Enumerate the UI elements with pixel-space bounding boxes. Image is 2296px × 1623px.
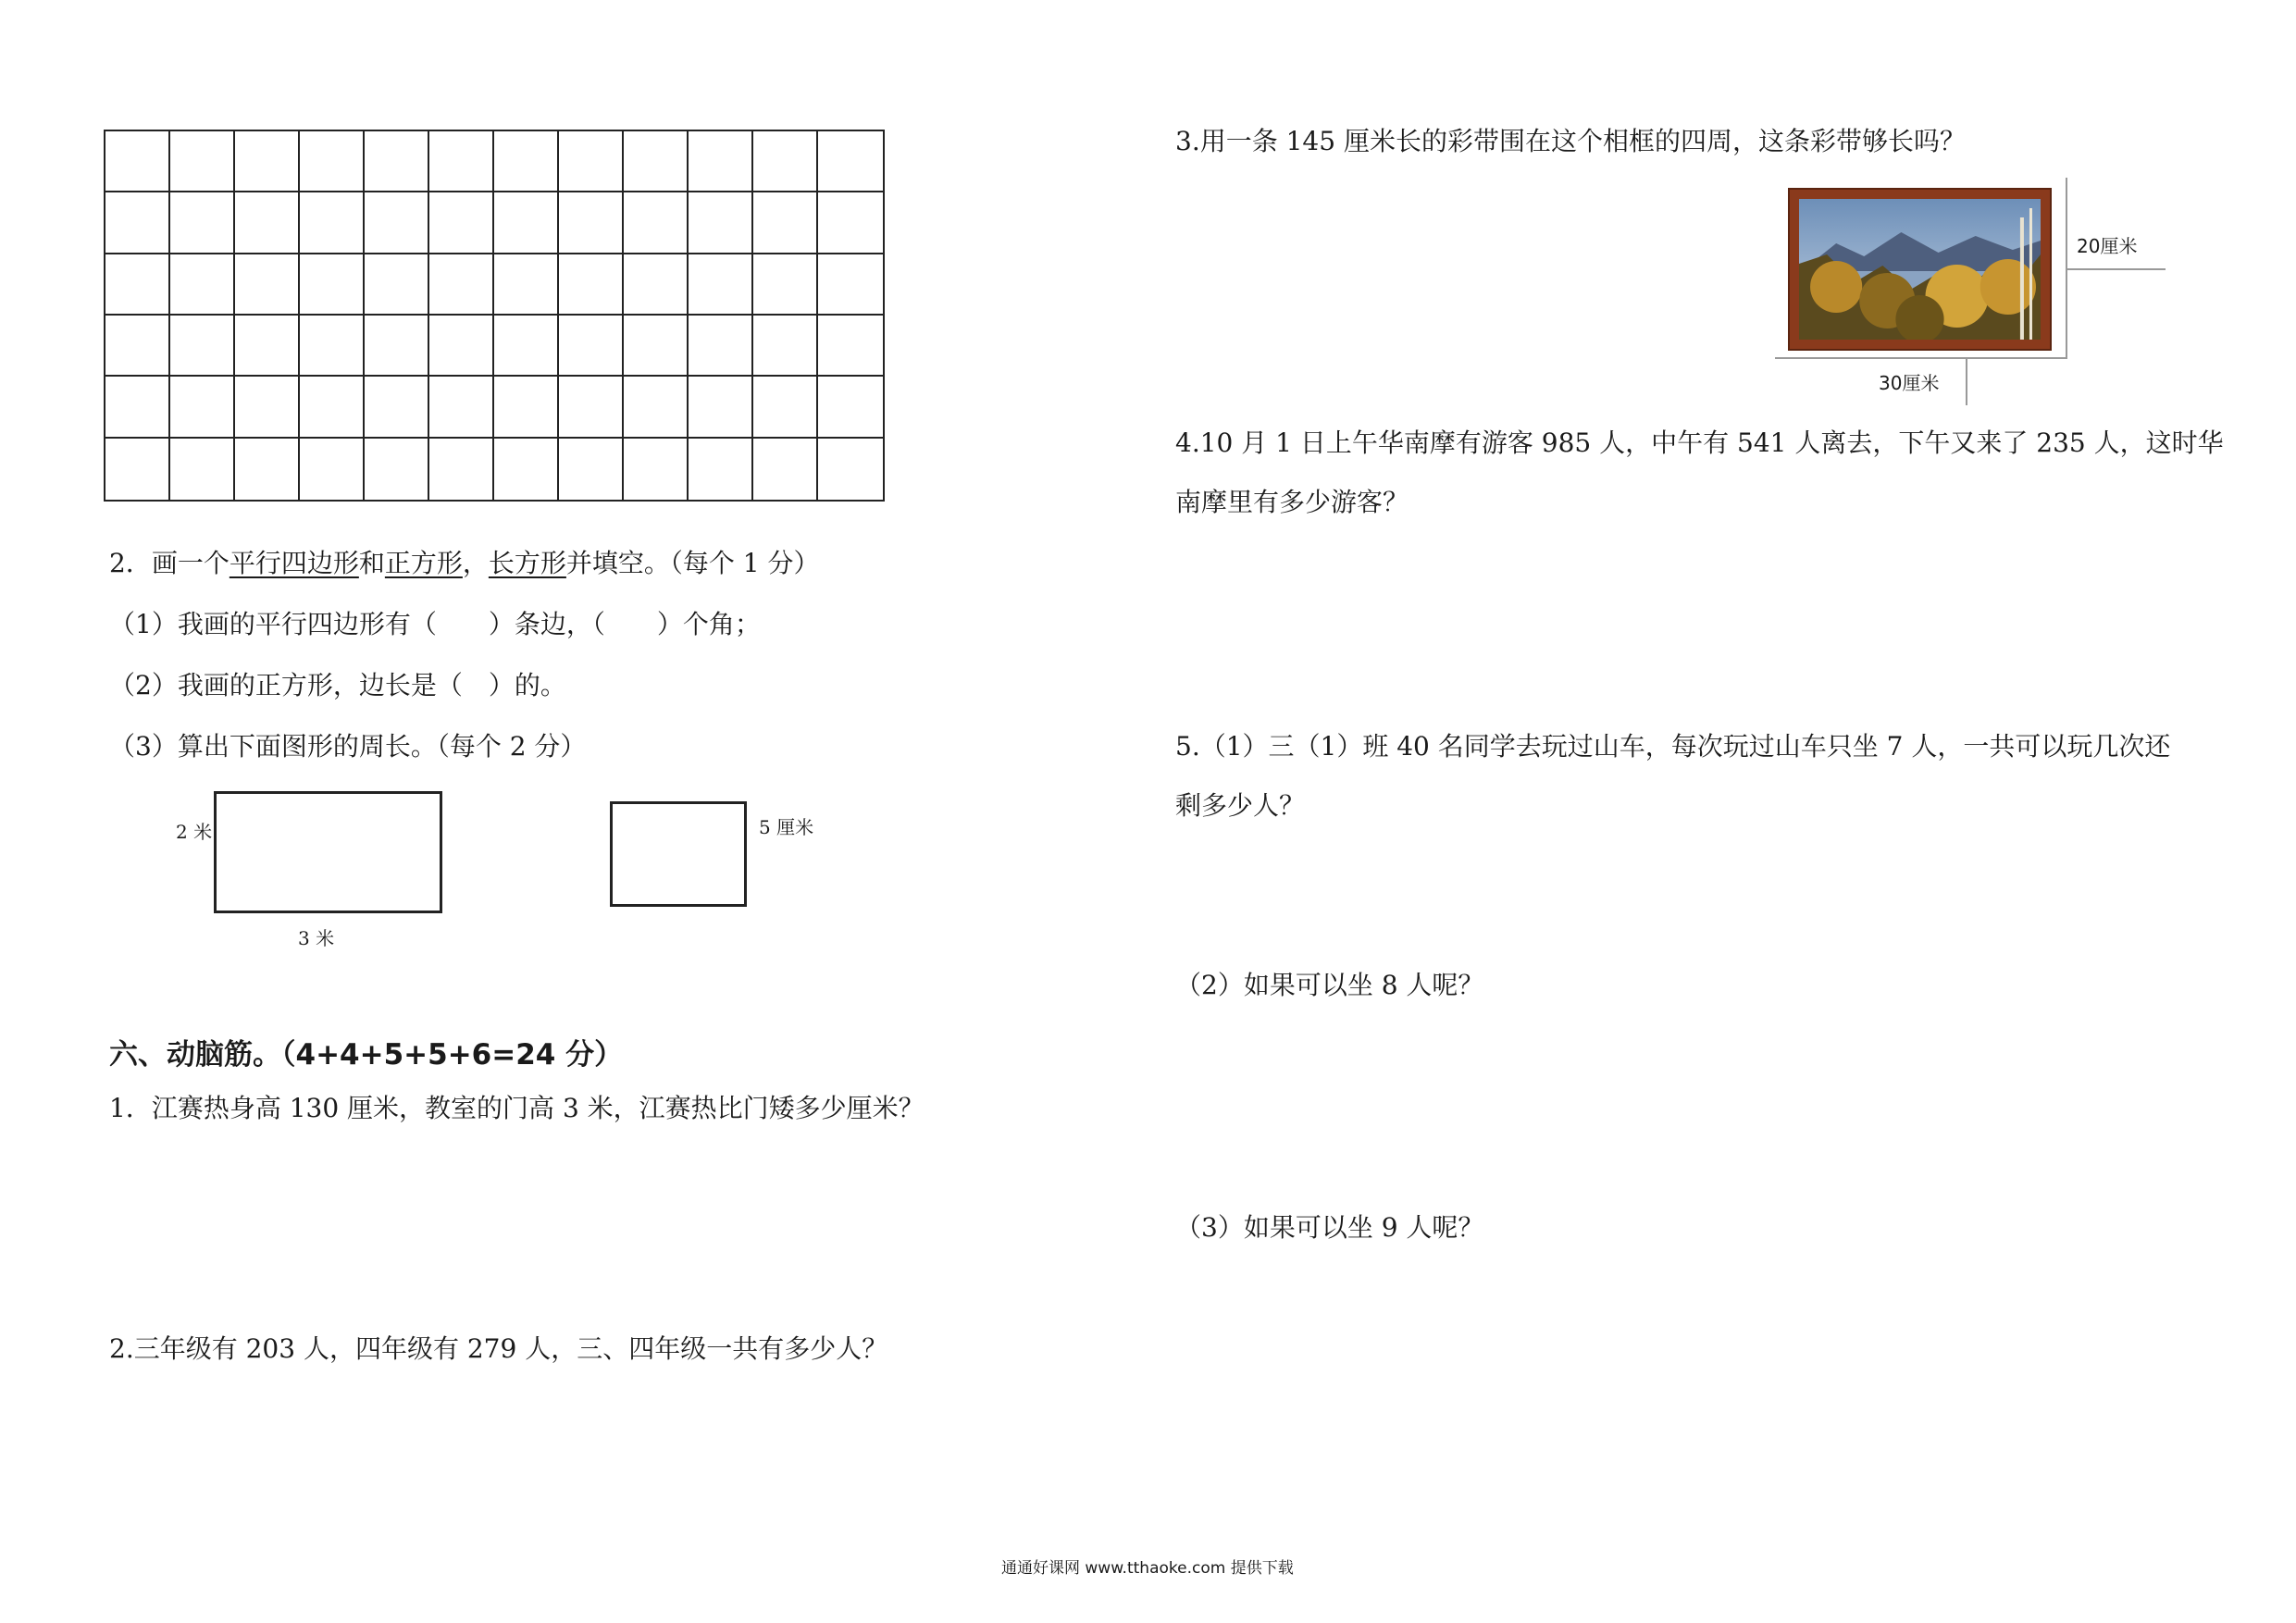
square-side-label: 5 厘米 — [759, 816, 814, 838]
grid-cell — [624, 316, 689, 377]
grid-cell — [170, 192, 235, 254]
grid-cell — [818, 377, 883, 438]
grid-cell — [559, 254, 624, 316]
grid-cell — [494, 254, 559, 316]
grid-cell — [300, 377, 365, 438]
landscape-photo — [1799, 199, 2041, 340]
section-6-question-2: 2.三年级有 203 人，四年级有 279 人，三、四年级一共有多少人？ — [109, 1333, 888, 1364]
grid-cell — [365, 316, 429, 377]
grid-cell — [559, 316, 624, 377]
grid-cell — [235, 131, 300, 192]
rectangle-figure — [214, 791, 442, 913]
grid-cell — [300, 254, 365, 316]
grid-cell — [105, 192, 170, 254]
grid-cell — [753, 316, 818, 377]
grid-cell — [689, 439, 753, 500]
height-dimension-tick — [2066, 268, 2166, 270]
grid-cell — [494, 439, 559, 500]
grid-cell — [624, 439, 689, 500]
question-5-line-1: 5.（1）三（1）班 40 名同学去玩过山车，每次玩过山车只坐 7 人，一共可以玩几次还 — [1175, 731, 2171, 762]
grid-cell — [624, 131, 689, 192]
grid-cell — [365, 439, 429, 500]
q2-prefix: 2．画一个 — [109, 548, 230, 578]
grid-cell — [624, 254, 689, 316]
q2-parallelogram: 平行四边形 — [229, 548, 359, 578]
grid-cell — [235, 316, 300, 377]
grid-cell — [689, 377, 753, 438]
grid-cell — [105, 131, 170, 192]
grid-cell — [105, 377, 170, 438]
grid-cell — [235, 254, 300, 316]
frame-width-label: 30厘米 — [1879, 372, 1940, 394]
question-4-line-1: 4.10 月 1 日上午华南摩有游客 985 人，中午有 541 人离去，下午又来了 235 人，这时华 — [1175, 427, 2224, 458]
grid-cell — [170, 254, 235, 316]
grid-cell — [753, 377, 818, 438]
grid-cell — [818, 316, 883, 377]
grid-cell — [753, 439, 818, 500]
grid-cell — [753, 192, 818, 254]
square-figure — [610, 801, 747, 907]
grid-cell — [429, 377, 494, 438]
width-dimension-line — [1775, 357, 2067, 359]
question-5-line-2: 剩多少人？ — [1175, 790, 1306, 821]
grid-cell — [300, 192, 365, 254]
rectangle-side-label: 2 米 — [176, 821, 213, 843]
grid-cell — [559, 131, 624, 192]
grid-cell — [559, 377, 624, 438]
frame-height-label: 20厘米 — [2077, 235, 2138, 257]
section-6-heading: 六、动脑筋。（4+4+5+5+6=24 分） — [109, 1038, 624, 1072]
grid-cell — [235, 377, 300, 438]
grid-cell — [365, 377, 429, 438]
question-3: 3.用一条 145 厘米长的彩带围在这个相框的四周，这条彩带够长吗？ — [1175, 126, 1966, 156]
width-dimension-tick — [1966, 357, 1967, 405]
grid-cell — [559, 192, 624, 254]
grid-cell — [818, 192, 883, 254]
q2-square: 正方形 — [384, 548, 463, 578]
grid-cell — [494, 131, 559, 192]
question-5-sub-3: （3）如果可以坐 9 人呢？ — [1175, 1212, 1484, 1243]
question-2-prompt — [109, 548, 820, 579]
grid-cell — [365, 131, 429, 192]
question-2-sub-3: （3）算出下面图形的周长。（每个 2 分） — [109, 731, 587, 762]
grid-cell — [689, 131, 753, 192]
grid-cell — [170, 131, 235, 192]
grid-cell — [624, 192, 689, 254]
grid-cell — [365, 192, 429, 254]
rectangle-bottom-label: 3 米 — [298, 927, 335, 949]
grid-cell — [818, 254, 883, 316]
grid-cell — [300, 131, 365, 192]
grid-cell — [559, 439, 624, 500]
grid-cell — [494, 192, 559, 254]
grid-cell — [105, 439, 170, 500]
grid-cell — [235, 192, 300, 254]
grid-cell — [818, 131, 883, 192]
grid-cell — [429, 439, 494, 500]
grid-cell — [365, 254, 429, 316]
q2-suffix: 并填空。（每个 1 分） — [565, 548, 820, 578]
grid-cell — [689, 316, 753, 377]
grid-cell — [624, 377, 689, 438]
grid-cell — [170, 377, 235, 438]
drawing-grid — [104, 130, 885, 502]
photo-frame-image — [1788, 188, 2052, 351]
question-4-line-2: 南摩里有多少游客？ — [1175, 487, 1409, 517]
grid-cell — [429, 254, 494, 316]
grid-cell — [429, 192, 494, 254]
grid-cell — [689, 254, 753, 316]
question-2-sub-1: （1）我画的平行四边形有（ ）条边，（ ）个角； — [109, 609, 761, 639]
question-5-sub-2: （2）如果可以坐 8 人呢？ — [1175, 970, 1484, 1000]
grid-cell — [105, 254, 170, 316]
grid-cell — [494, 377, 559, 438]
grid-cell — [105, 316, 170, 377]
grid-cell — [170, 439, 235, 500]
q2-comma: ， — [462, 548, 489, 578]
section-6-question-1: 1．江赛热身高 130 厘米，教室的门高 3 米，江赛热比门矮多少厘米？ — [109, 1093, 925, 1123]
grid-cell — [300, 316, 365, 377]
grid-cell — [753, 131, 818, 192]
footer-credit: 通通好课网 www.tthaoke.com 提供下载 — [1001, 1559, 1294, 1578]
grid-cell — [170, 316, 235, 377]
grid-cell — [429, 316, 494, 377]
grid-cell — [689, 192, 753, 254]
grid-cell — [300, 439, 365, 500]
grid-cell — [235, 439, 300, 500]
grid-cell — [429, 131, 494, 192]
grid-cell — [753, 254, 818, 316]
q2-and: 和 — [358, 548, 385, 578]
q2-rectangle: 长方形 — [488, 548, 566, 578]
grid-cell — [818, 439, 883, 500]
grid-cell — [494, 316, 559, 377]
question-2-sub-2: （2）我画的正方形，边长是（ ）的。 — [109, 670, 566, 700]
